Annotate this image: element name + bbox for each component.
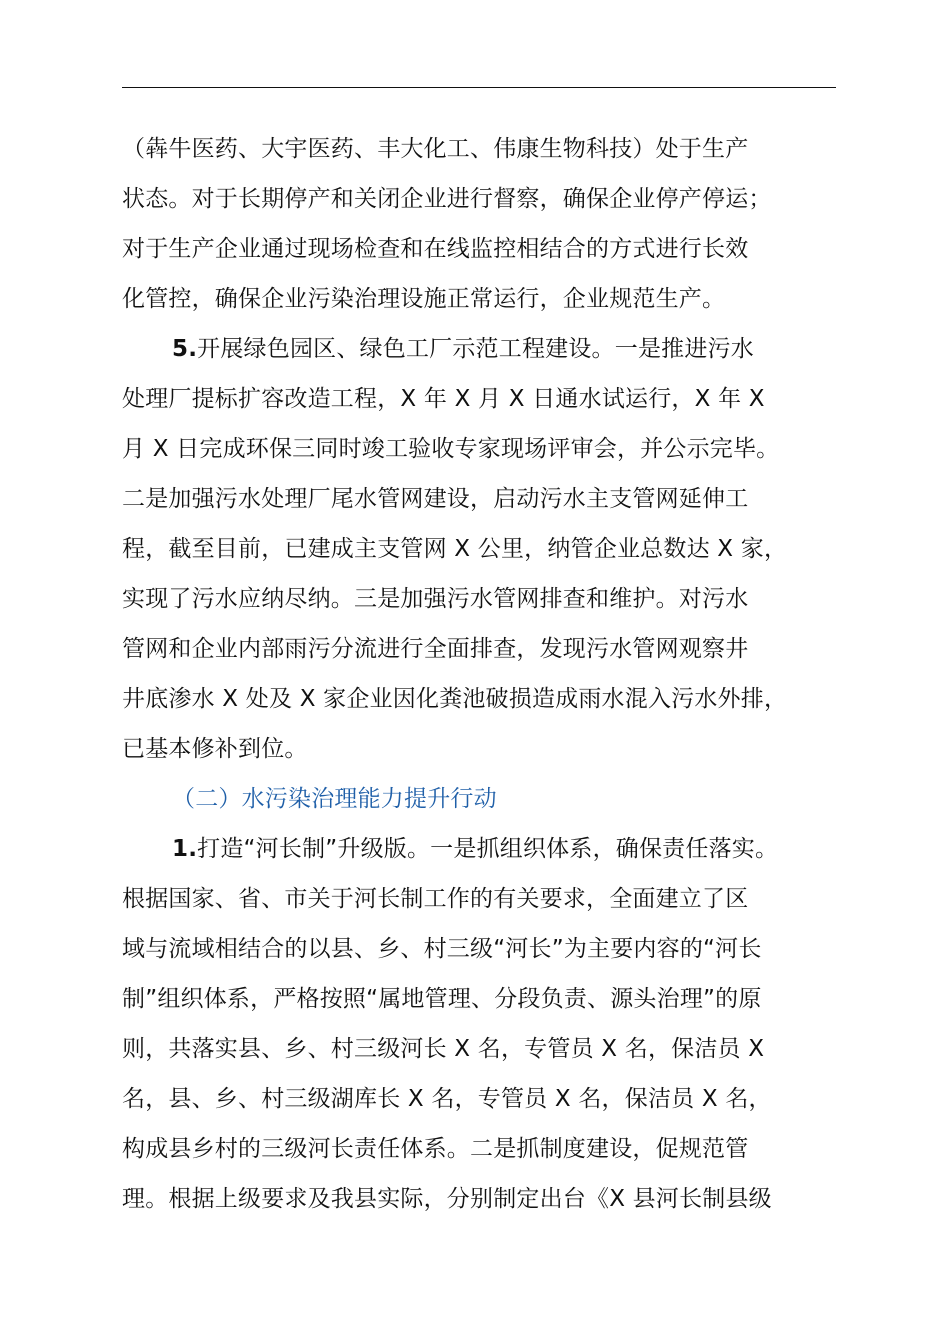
body-line: 名，县、乡、村三级湖库长 X 名，专管员 X 名，保洁员 X 名， — [122, 1086, 772, 1112]
body-line: 构成县乡村的三级河长责任体系。二是抓制度建设，促规范管 — [122, 1136, 749, 1162]
body-line: 程，截至目前，已建成主支管网 X 公里，纳管企业总数达 X 家， — [122, 536, 788, 562]
body-line: 二是加强污水处理厂尾水管网建设，启动污水主支管网延伸工 — [122, 486, 749, 512]
body-line: 处理厂提标扩容改造工程，X 年 X 月 X 日通水试运行，X 年 X — [122, 386, 765, 412]
body-line: 井底渗水 X 处及 X 家企业因化粪池破损造成雨水混入污水外排， — [122, 686, 788, 712]
body-line: 化管控，确保企业污染治理设施正常运行，企业规范生产。 — [122, 286, 726, 312]
body-line: 理。根据上级要求及我县实际，分别制定出台《X 县河长制县级 — [122, 1186, 772, 1212]
body-line: 制”组织体系，严格按照“属地管理、分段负责、源头治理”的原 — [122, 986, 762, 1012]
body-line: 域与流域相结合的以县、乡、村三级“河长”为主要内容的“河长 — [122, 936, 762, 962]
header-rule — [122, 87, 836, 88]
body-line: （犇牛医药、大宇医药、丰大化工、伟康生物科技）处于生产 — [122, 136, 749, 162]
item-number: 5. — [172, 336, 198, 362]
body-line: 月 X 日完成环保三同时竣工验收专家现场评审会，并公示完毕。 — [122, 436, 780, 462]
document-body — [122, 124, 862, 1224]
body-line: 管网和企业内部雨污分流进行全面排查，发现污水管网观察井 — [122, 636, 749, 662]
item-text: 开展绿色园区、绿色工厂示范工程建设。一是推进污水 — [197, 336, 754, 362]
body-line — [122, 324, 862, 374]
body-line: 对于生产企业通过现场检查和在线监控相结合的方式进行长效 — [122, 236, 749, 262]
body-line: 实现了污水应纳尽纳。三是加强污水管网排查和维护。对污水 — [122, 586, 749, 612]
body-line: 根据国家、省、市关于河长制工作的有关要求，全面建立了区 — [122, 886, 749, 912]
body-line — [122, 824, 862, 874]
body-line: 则，共落实县、乡、村三级河长 X 名，专管员 X 名，保洁员 X — [122, 1036, 765, 1062]
item-text: 打造“河长制”升级版。一是抓组织体系，确保责任落实。 — [197, 836, 779, 862]
body-line: 状态。对于长期停产和关闭企业进行督察，确保企业停产停运； — [122, 186, 772, 212]
item-number: 1. — [172, 836, 198, 862]
section-heading: （二）水污染治理能力提升行动 — [172, 786, 497, 812]
body-line: 已基本修补到位。 — [122, 736, 308, 762]
